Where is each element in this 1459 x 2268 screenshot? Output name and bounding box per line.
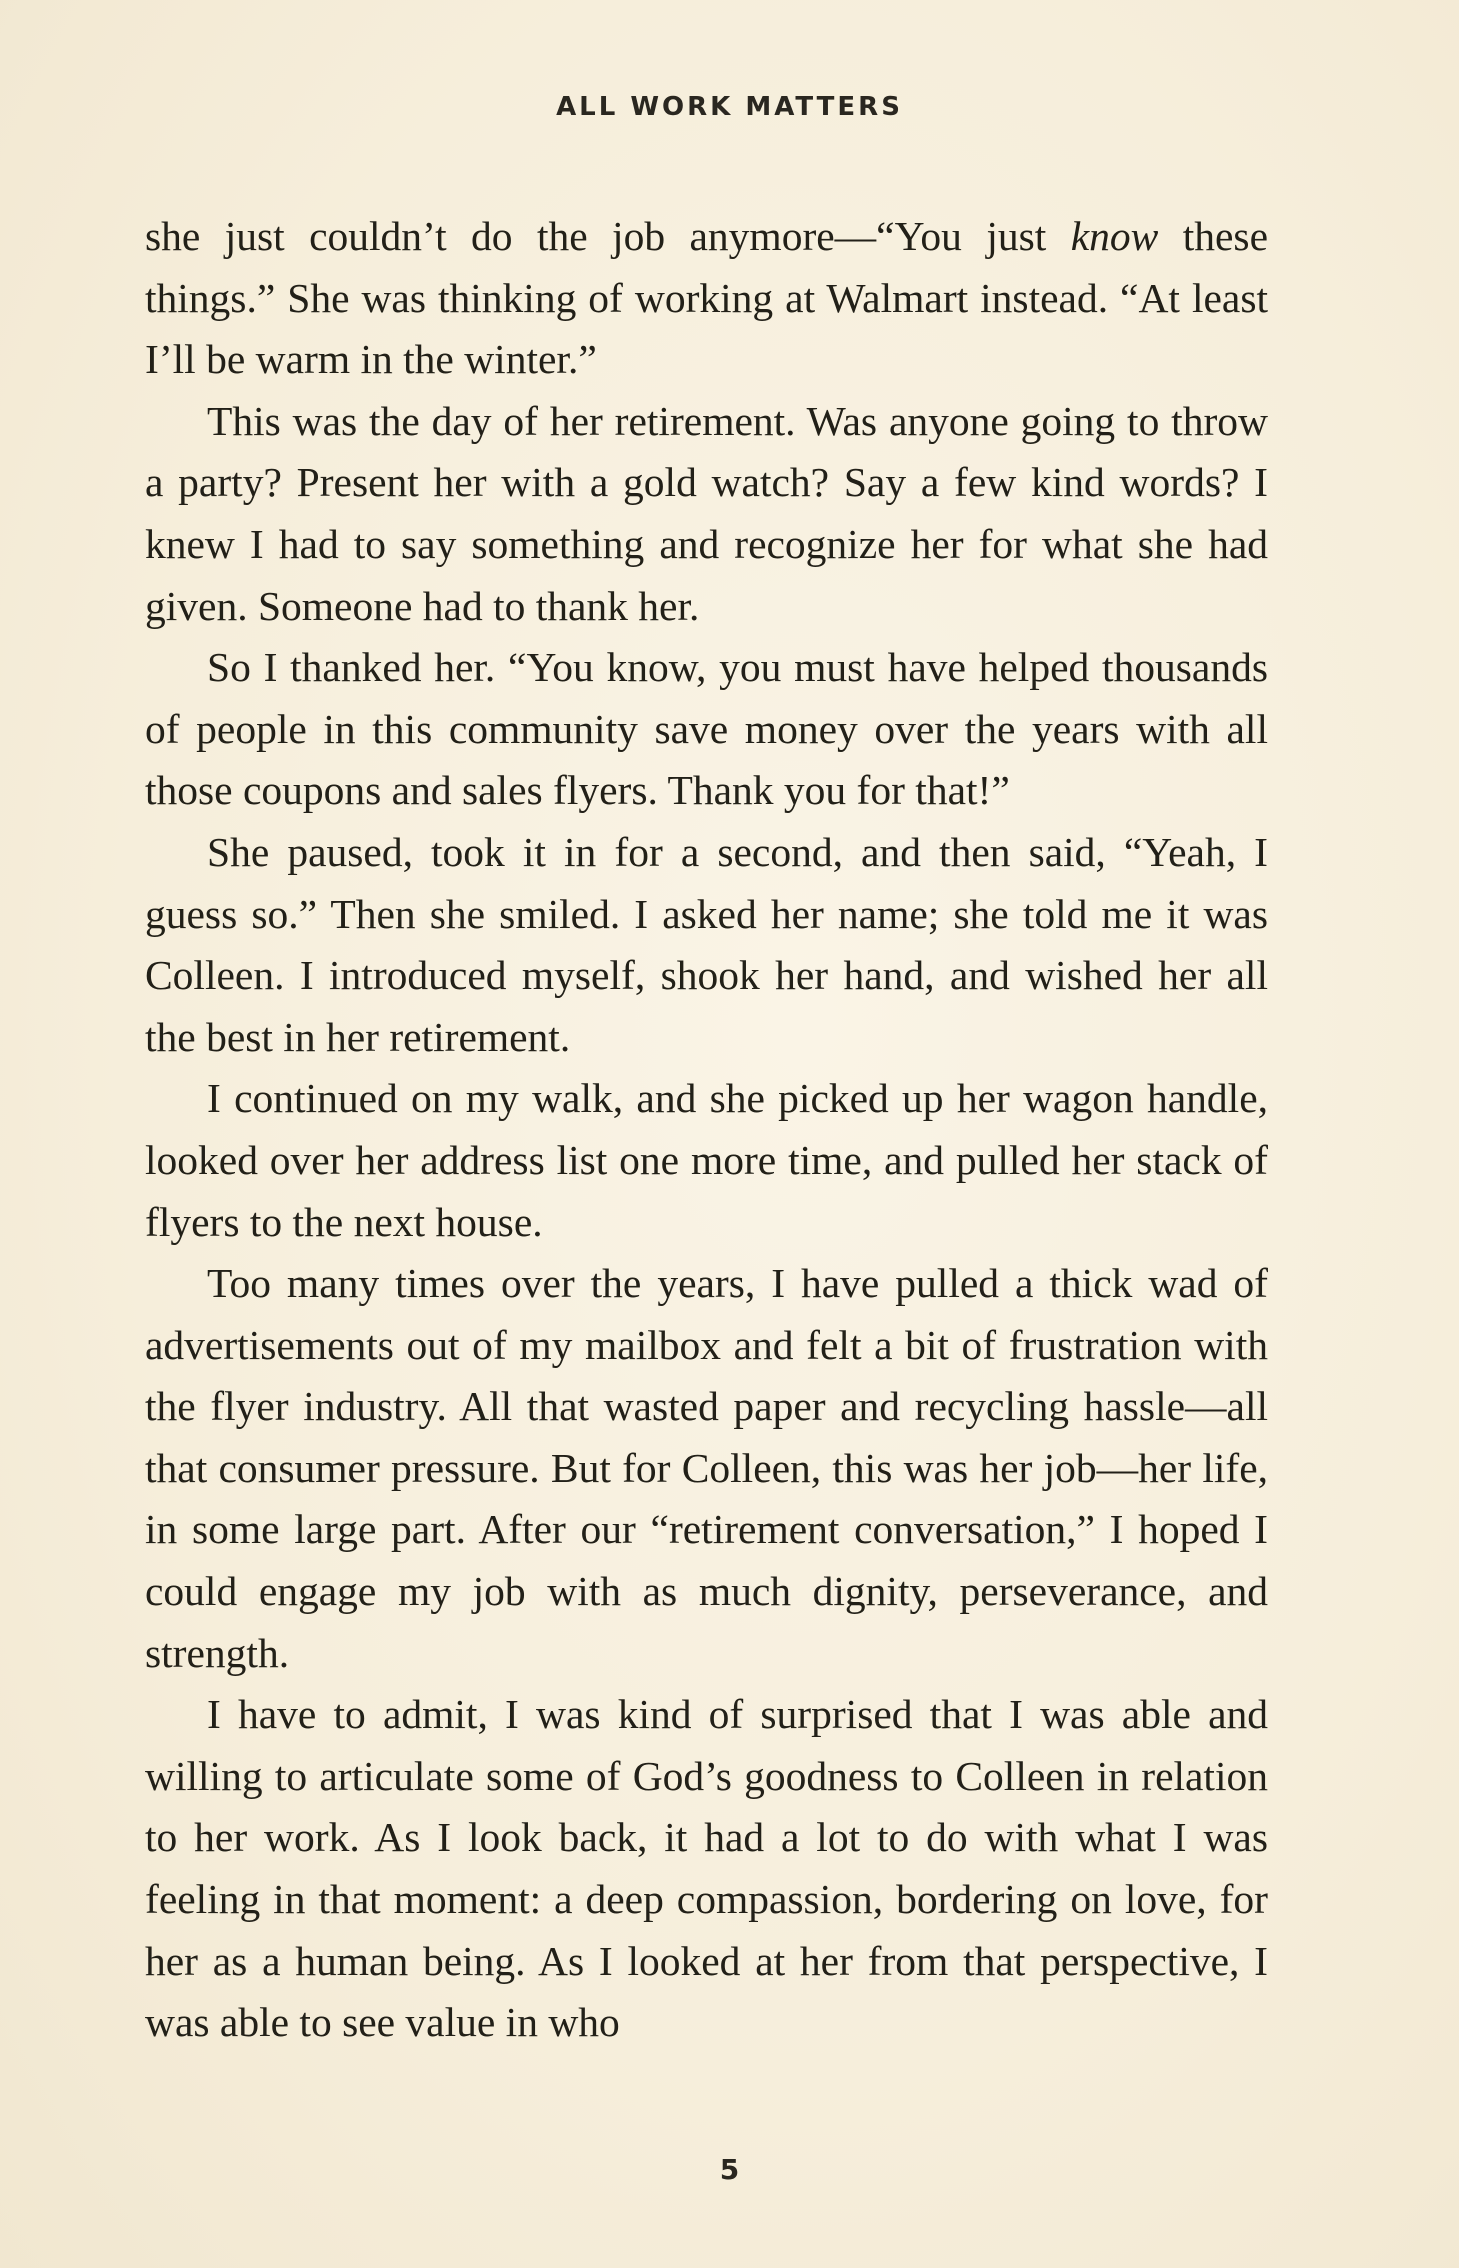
paragraph: She paused, took it in for a second, and then said, “Yeah, I guess so.” Then she smiled. I asked her name; she told me it was Colleen. I introduced myself, shook her hand, and wished her all the best in her retirement.: [145, 828, 1268, 1060]
paragraph: I continued on my walk, and she picked up her wagon handle, looked over her address list one more time, and pulled her stack of flyers to the next house.: [145, 1075, 1268, 1245]
paragraph: I have to admit, I was kind of surprised that I was able and willing to articulate some of God’s goodness to Colleen in relation to her work. As I look back, it had a lot to do with what I was feeling in that moment: a deep compassion, bordering on love, for her as a human being. As I looked at her from that perspective, I was able to see value in who: [145, 1691, 1268, 2046]
page-number: 5: [719, 2153, 740, 2186]
body-text: [145, 206, 1268, 2054]
paragraph-continued: [145, 206, 1268, 391]
paragraph: Too many times over the years, I have pulled a thick wad of advertisements out of my mailbox and felt a bit of frustration with the flyer industry. All that wasted paper and recycling hassle—all that consumer pressure. But for Colleen, this was her job—her life, in some large part. After our “retirement conversation,” I hoped I could engage my job with as much dignity, perseverance, and strength.: [145, 1260, 1268, 1676]
running-head: ALL WORK MATTERS: [556, 92, 903, 122]
emphasized-word: know: [1070, 213, 1159, 259]
paragraph-text: these things.” She was thinking of working at Walmart instead. “At least I’ll be warm in the winter.”: [145, 213, 1268, 383]
paragraph-text: she just couldn’t do the job anymore—“You just: [145, 213, 1071, 259]
paragraph: So I thanked her. “You know, you must have helped thousands of people in this community save money over the years with all those coupons and sales flyers. Thank you for that!”: [145, 644, 1268, 814]
paragraph: This was the day of her retirement. Was anyone going to throw a party? Present her with a gold watch? Say a few kind words? I knew I had to say something and recognize her for what she had given. Someone had to thank her.: [145, 397, 1268, 629]
